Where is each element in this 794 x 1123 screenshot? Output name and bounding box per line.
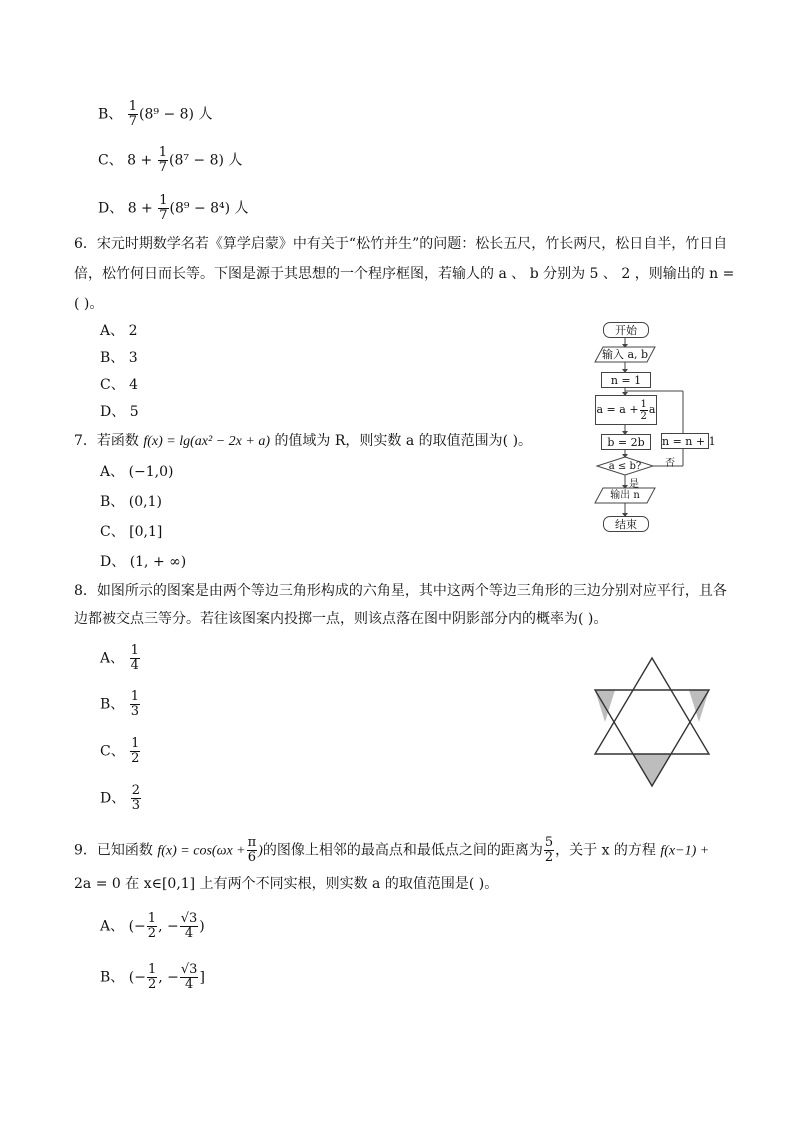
q9-mid: 的图像上相邻的最高点和最低点之间的距离为 (262, 842, 543, 859)
fraction (131, 784, 141, 813)
option-label: A、 (100, 323, 125, 339)
frac-num: 1 (640, 398, 647, 410)
q7-option-b (100, 491, 162, 511)
option-mid: , − (158, 969, 179, 986)
frac-den: 7 (128, 114, 138, 129)
q6-option-d (100, 401, 139, 421)
q9-option-a (100, 912, 205, 941)
option-label: D、 (100, 790, 126, 807)
fraction (130, 737, 140, 766)
q6-stem-line2: 倍，松竹何日而长等。下图是源于其思想的一个程序框图，若输人的 a 、 b 分别为 5 、 2 ，则输出的 n = (74, 266, 735, 282)
q8-hexagram-figure (590, 652, 714, 788)
update-a-right: a (648, 403, 656, 416)
option-label: A、 (100, 464, 125, 480)
option-value: (1, + ∞) (129, 554, 187, 570)
q5-option-d (98, 194, 249, 223)
fraction (544, 836, 554, 865)
flowchart-update-b: b = 2b (601, 434, 651, 450)
option-value: 5 (129, 404, 139, 420)
frac-den: 3 (130, 704, 140, 719)
upward-triangle (595, 658, 709, 754)
frac-num: 1 (130, 643, 139, 658)
q7-option-c (100, 521, 162, 541)
frac-den: 4 (130, 658, 139, 673)
q9-eq-tail: f(x−1) + (660, 843, 710, 859)
option-expr: (8⁹ − 8) 人 (139, 106, 213, 123)
q9-option-b (100, 963, 205, 992)
option-prefix: 8 + (127, 152, 157, 169)
fraction (247, 836, 258, 865)
option-label: C、 (100, 743, 125, 760)
q7-stem-end: 的值域为 R，则实数 a 的取值范围为( )。 (274, 433, 533, 449)
fraction (147, 912, 157, 941)
frac-num: 5 (544, 835, 554, 850)
option-open: (− (128, 969, 146, 986)
q8-option-a (100, 644, 141, 673)
fraction (128, 100, 138, 129)
frac-den: 2 (640, 410, 647, 422)
fraction (130, 690, 140, 719)
fraction (158, 146, 168, 175)
frac-num: √3 (180, 911, 198, 926)
q9-end: ，关于 x 的方程 (555, 842, 656, 859)
option-prefix: 8 + (127, 200, 158, 217)
frac-num: 1 (159, 193, 168, 208)
frac-num: 1 (128, 99, 138, 114)
q8-stem-line2: 边都被交点三等分。若往该图案内投掷一点，则该点落在图中阴影部分内的概率为( )。 (74, 611, 608, 627)
flowchart-update-a (595, 395, 657, 425)
option-label: D、 (100, 404, 126, 420)
q8-option-d (100, 784, 142, 813)
fraction (180, 912, 199, 941)
q6-stem-line3: ( )。 (74, 296, 104, 312)
q5-option-c (98, 146, 242, 175)
frac-den: 2 (147, 926, 157, 941)
q7-function: f(x) = lg(ax² − 2x + a) (143, 434, 270, 449)
q9-stem-line1 (74, 836, 709, 865)
q7-option-d (100, 551, 186, 571)
q6-option-c (100, 374, 138, 394)
q9-func-right: ) (258, 843, 263, 859)
fraction (158, 194, 168, 223)
flowchart-output: 输出 n (610, 490, 640, 501)
fraction (130, 644, 140, 673)
q6-option-b (100, 347, 138, 367)
frac-den: 7 (159, 208, 168, 223)
frac-num: 1 (158, 145, 167, 160)
option-expr: (8⁹ − 8⁴) 人 (169, 200, 249, 217)
option-label: D、 (98, 200, 124, 217)
option-label: C、 (100, 524, 125, 540)
q7-option-a (100, 461, 174, 481)
q9-start: 9．已知函数 (74, 842, 153, 859)
option-label: D、 (100, 554, 126, 570)
frac-num: 2 (131, 783, 140, 798)
frac-num: 1 (147, 911, 157, 926)
frac-num: 1 (147, 962, 157, 977)
frac-den: 2 (544, 850, 554, 865)
q8-option-b (100, 690, 141, 719)
fraction (640, 399, 648, 422)
option-expr: (8⁷ − 8) 人 (169, 152, 243, 169)
frac-num: 1 (131, 736, 140, 751)
shaded-bottom-triangle (632, 754, 672, 786)
frac-den: 4 (184, 926, 194, 941)
flowchart-no: 否 (665, 458, 675, 469)
option-mid: , − (158, 918, 179, 935)
option-label: C、 (98, 152, 123, 169)
option-label: B、 (100, 494, 125, 510)
flowchart-yes: 是 (629, 479, 639, 490)
frac-num: π (247, 835, 257, 850)
frac-den: 3 (131, 798, 140, 813)
flowchart-input: 输入 a, b (601, 348, 649, 361)
q7-stem (74, 430, 532, 453)
q6-option-a (100, 320, 138, 340)
fraction (147, 963, 157, 992)
frac-den: 7 (158, 160, 167, 175)
flowchart-start: 开始 (603, 322, 649, 338)
option-value: 3 (128, 350, 138, 366)
option-close: ] (199, 969, 205, 986)
option-label: B、 (100, 969, 125, 986)
flowchart-end: 结束 (603, 516, 649, 532)
q9-stem-line2: 2a = 0 在 x∈[0,1] 上有两个不同实根，则实数 a 的取值范围是( )。 (74, 876, 499, 892)
q8-option-c (100, 737, 141, 766)
q9-func-left: f(x) = cos(ωx + (157, 843, 246, 859)
option-label: B、 (100, 696, 125, 713)
option-label: C、 (100, 377, 125, 393)
q6-flowchart (585, 320, 715, 535)
q8-stem-line1: 8．如图所示的图案是由两个等边三角形构成的六角星，其中这两个等边三角形的三边分别对应平行，且各 (74, 583, 727, 599)
flowchart-init: n = 1 (601, 372, 651, 388)
option-value: 2 (128, 323, 138, 339)
option-close: ) (199, 918, 205, 935)
option-value: 4 (129, 377, 139, 393)
option-label: A、 (100, 650, 125, 667)
option-label: B、 (100, 350, 125, 366)
frac-num: 1 (130, 689, 140, 704)
option-value: [0,1] (129, 524, 163, 540)
flowchart-condition: a ≤ b? (608, 461, 642, 472)
frac-num: √3 (180, 962, 198, 977)
frac-den: 2 (147, 977, 157, 992)
flowchart-increment: n = n + 1 (662, 435, 716, 448)
option-label: B、 (98, 106, 123, 123)
option-value: (−1,0) (128, 464, 174, 480)
q7-stem-start: 7．若函数 (74, 433, 139, 449)
frac-den: 6 (247, 850, 257, 865)
q5-option-b (98, 100, 212, 129)
update-a-left: a = a + (596, 403, 639, 416)
fraction (180, 963, 199, 992)
option-label: A、 (100, 918, 125, 935)
option-open: (− (128, 918, 146, 935)
frac-den: 4 (185, 977, 194, 992)
q6-stem-line1: 6．宋元时期数学名若《算学启蒙》中有关于“松竹并生”的问题：松长五尺，竹长两尺，松日自半，竹日自 (74, 236, 728, 252)
frac-den: 2 (131, 751, 140, 766)
option-value: (0,1) (128, 494, 162, 510)
